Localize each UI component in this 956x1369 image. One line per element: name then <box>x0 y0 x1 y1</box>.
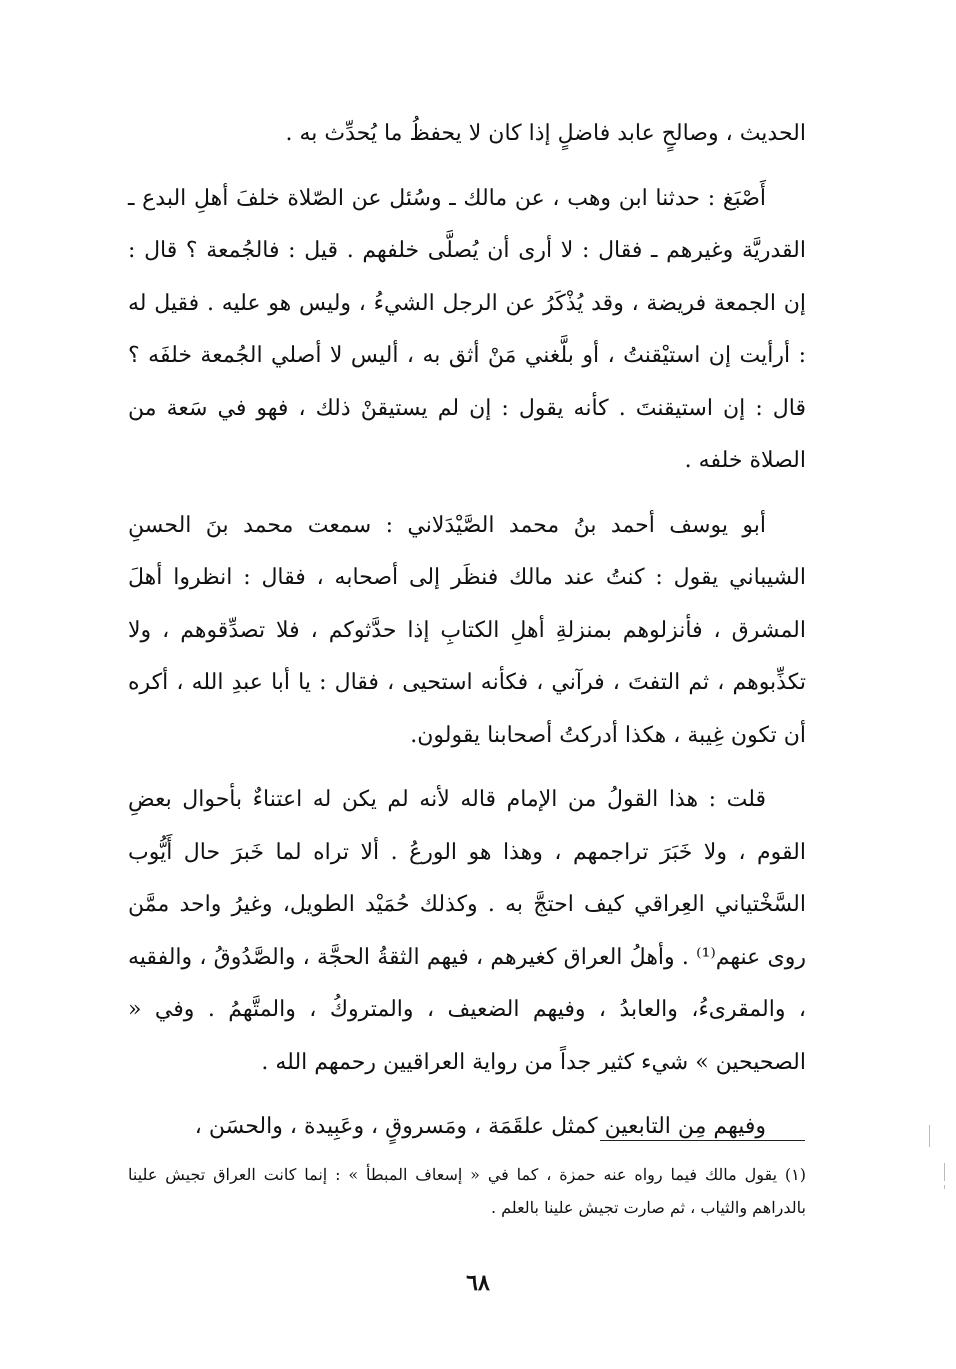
paragraph-3: أبو يوسف أحمد بنُ محمد الصَّيْدَلاني : سمعت محمد بنَ الحسنِ الشيباني يقول : كنتُ عند مالك فنظَر إلى أصحابه ، فقال : انظروا أهلَ المشرق ، فأنزلوهم بمنزلةِ أهلِ الكتابِ إذا حدَّثوكم ، فلا تصدِّقوهم ، ولا تكذِّبوهم ، ثم التفتَ ، فرآني ، فكأنه استحيى ، فقال : يا أبا عبدِ الله ، أكره أن تكون غِيبة ، هكذا أدركتُ أصحابنا يقولون. <box>128 512 806 748</box>
paragraph-2: أَصْبَغ : حدثنا ابن وهب ، عن مالك ـ وسُئل عن الصّلاة خلفَ أهلِ البدع ـ القدريَّة وغيرهم ـ فقال : لا أرى أن يُصلَّى خلفهم . قيل : فالجُمعة ؟ قال : إن الجمعة فريضة ، وقد يُذْكَرُ عن الرجل الشيءُ ، وليس هو عليه . فقيل له : أرأيت إن استيْقنتُ ، أو بلَّغني مَنْ أثق به ، أليس لا أصلي الجُمعة خلفَه ؟ قال : إن استيقنتَ . كأنه يقول : إن لم يستيقنْ ذلك ، فهو في سَعة من الصلاة خلفه . <box>128 185 806 473</box>
footnotes <box>128 1158 806 1224</box>
page-number: ٦٨ <box>466 1270 490 1296</box>
paragraph-1: الحديث ، وصالحٍ عابد فاضلٍ إذا كان لا يحفظُ ما يُحدِّث به . <box>285 121 806 146</box>
footnote-divider <box>600 1140 805 1141</box>
main-text <box>128 108 806 1166</box>
scan-mark <box>929 1125 930 1147</box>
scan-mark <box>944 1163 945 1181</box>
scan-mark <box>944 1185 945 1189</box>
paragraph-4: قلت : هذا القولُ من الإمام قاله لأنه لم يكن له اعتناءٌ بأحوال بعضِ القوم ، ولا خَبَرَ تراجمهم ، وهذا هو الورعُ . ألا تراه لما خَبرَ حال أَيُّوب السَّخْتياني العِراقي كيف احتجَّ به . وكذلك حُمَيْد الطويل، وغيرُ واحد ممَّن روى عنهم⁽¹⁾ . وأهلُ العراق كغيرهم ، فيهم الثقةُ الحجَّة ، والصَّدُوقُ ، والفقيه ، والمقرىءُ، والعابدُ ، وفيهم الضعيف ، والمتروكُ ، والمتَّهمُ . وفي « الصحيحين » شيء كثير جداً من رواية العراقيين رحمهم الله . <box>128 787 806 1075</box>
footnote-1: (١) يقول مالك فيما رواه عنه حمزة ، كما في « إسعاف المبطأ » : إنما كانت العراق تجيش علينا بالدراهم والثياب ، ثم صارت تجيش علينا بالعلم . <box>128 1165 806 1217</box>
paragraph-5: وفيهم مِن التابعين كمثل علقَمَة ، ومَسروقٍ ، وعَبِيدة ، والحسَن ، <box>194 1114 766 1139</box>
